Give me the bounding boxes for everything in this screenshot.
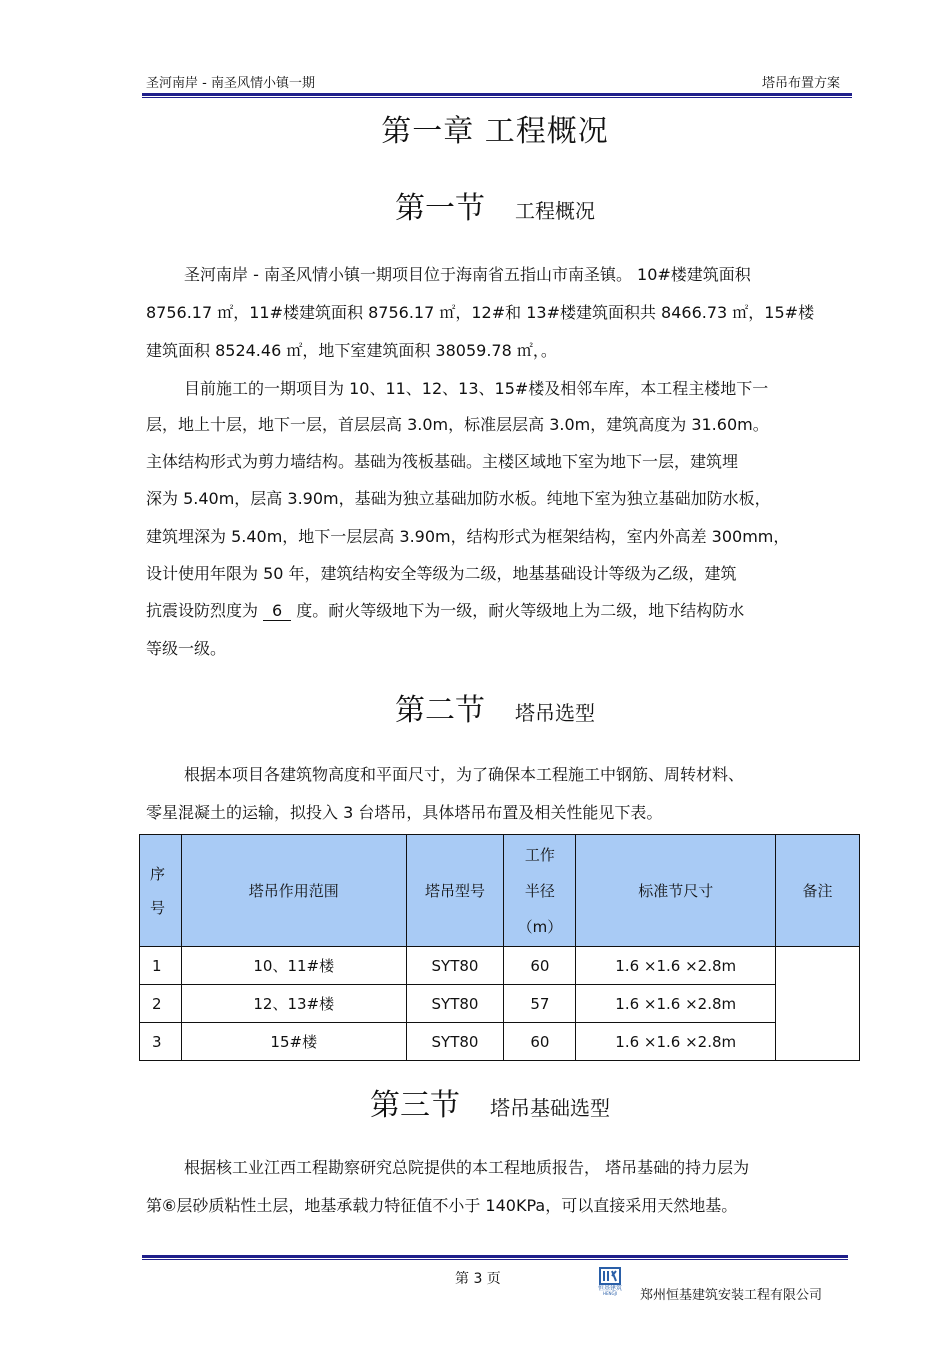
paragraph-line [146, 598, 744, 621]
cell-seq: 1 [140, 947, 182, 985]
cell-range: 10、11#楼 [181, 947, 406, 985]
chapter-title: 第一章 工程概况 [381, 114, 609, 149]
header-range: 塔吊作用范围 [181, 835, 406, 947]
header-rule-thin [142, 97, 852, 98]
tower-crane-table [139, 834, 860, 1061]
seismic-intensity-value: 6 [263, 601, 291, 621]
section1-title [0, 183, 950, 227]
header-radius-line: （m） [517, 917, 563, 936]
cell-note [776, 947, 860, 1061]
logo-text: 恒基建筑 [597, 1285, 622, 1292]
header-seq-line: 号 [150, 898, 166, 917]
paragraph-line: 第⑥层砂质粘性土层，地基承载力特征值不小于 140KPa，可以直接采用天然地基。 [146, 1196, 738, 1215]
paragraph-text: 抗震设防烈度为 [146, 601, 259, 620]
header-rule [142, 93, 852, 96]
section1-number: 第一节 [395, 191, 485, 226]
paragraph-line: 层，地上十层，地下一层，首层层高 3.0m，标准层层高 3.0m，建筑高度为 31.60m。 [146, 415, 769, 434]
footer-rule [142, 1255, 848, 1258]
company-name: 郑州恒基建筑安装工程有限公司 [640, 1288, 823, 1303]
logo-subtext: HENGJI [603, 1291, 617, 1296]
section2-title [0, 685, 950, 729]
header-left: 圣河南岸 - 南圣风情小镇一期 [146, 76, 315, 91]
section2-name: 塔吊选型 [515, 701, 595, 725]
header-radius-line: 半径 [524, 881, 555, 900]
cell-model: SYT80 [406, 985, 504, 1023]
table-header-row [140, 835, 860, 947]
page-number: 第 3 页 [455, 1271, 501, 1287]
paragraph-line: 根据本项目各建筑物高度和平面尺寸，为了确保本工程施工中钢筋、周转材料、 [184, 765, 745, 784]
cell-size: 1.6 ×1.6 ×2.8m [576, 985, 776, 1023]
paragraph-line: 主体结构形式为剪力墙结构。基础为筏板基础。主楼区域地下室为地下一层，建筑埋 [146, 452, 739, 471]
cell-seq: 2 [140, 985, 182, 1023]
company-logo [594, 1266, 626, 1296]
cell-size: 1.6 ×1.6 ×2.8m [576, 1023, 776, 1061]
cell-model: SYT80 [406, 1023, 504, 1061]
paragraph-line: 建筑面积 8524.46 ㎡，地下室建筑面积 38059.78 ㎡，。 [146, 341, 557, 360]
header-seq [140, 835, 182, 947]
cell-radius: 57 [504, 985, 576, 1023]
cell-seq: 3 [140, 1023, 182, 1061]
header-right: 塔吊布置方案 [761, 76, 840, 91]
header-size: 标准节尺寸 [576, 835, 776, 947]
section3-title [0, 1080, 950, 1124]
cell-size: 1.6 ×1.6 ×2.8m [576, 947, 776, 985]
paragraph-line: 建筑埋深为 5.40m，地下一层层高 3.90m，结构形式为框架结构，室内外高差 300mm， [146, 527, 790, 546]
paragraph-line: 设计使用年限为 50 年，建筑结构安全等级为二级，地基基础设计等级为乙级，建筑 [146, 564, 737, 583]
header-radius-line: 工作 [524, 845, 555, 864]
footer-rule-thin [142, 1259, 848, 1260]
cell-model: SYT80 [406, 947, 504, 985]
section3-number: 第三节 [370, 1088, 460, 1123]
paragraph-line: 根据核工业江西工程勘察研究总院提供的本工程地质报告， 塔吊基础的持力层为 [184, 1158, 750, 1177]
table-row [140, 947, 860, 985]
section2-number: 第二节 [395, 693, 485, 728]
cell-range: 12、13#楼 [181, 985, 406, 1023]
paragraph-line: 目前施工的一期项目为 10、11、12、13、15#楼及相邻车库，本工程主楼地下一 [184, 379, 769, 398]
paragraph-line: 8756.17 ㎡，11#楼建筑面积 8756.17 ㎡，12#和 13#楼建筑面积共 8466.73 ㎡，15#楼 [146, 303, 815, 322]
section3-name: 塔吊基础选型 [490, 1096, 610, 1120]
table-row [140, 1023, 860, 1061]
paragraph-line: 零星混凝土的运输，拟投入 3 台塔吊，具体塔吊布置及相关性能见下表。 [146, 803, 663, 822]
section1-name: 工程概况 [515, 199, 595, 223]
header-note: 备注 [776, 835, 860, 947]
cell-radius: 60 [504, 1023, 576, 1061]
paragraph-line: 深为 5.40m，层高 3.90m，基础为独立基础加防水板。纯地下室为独立基础加防水板， [146, 489, 771, 508]
table-row [140, 985, 860, 1023]
paragraph-text: 度。耐火等级地下为一级，耐火等级地上为二级，地下结构防水 [296, 601, 745, 620]
paragraph-line: 等级一级。 [146, 639, 227, 658]
header-seq-line: 序 [150, 864, 166, 883]
header-model: 塔吊型号 [406, 835, 504, 947]
cell-range: 15#楼 [181, 1023, 406, 1061]
cell-radius: 60 [504, 947, 576, 985]
header-radius [504, 835, 576, 947]
paragraph-line: 圣河南岸 - 南圣风情小镇一期项目位于海南省五指山市南圣镇。 10#楼建筑面积 [184, 265, 751, 284]
